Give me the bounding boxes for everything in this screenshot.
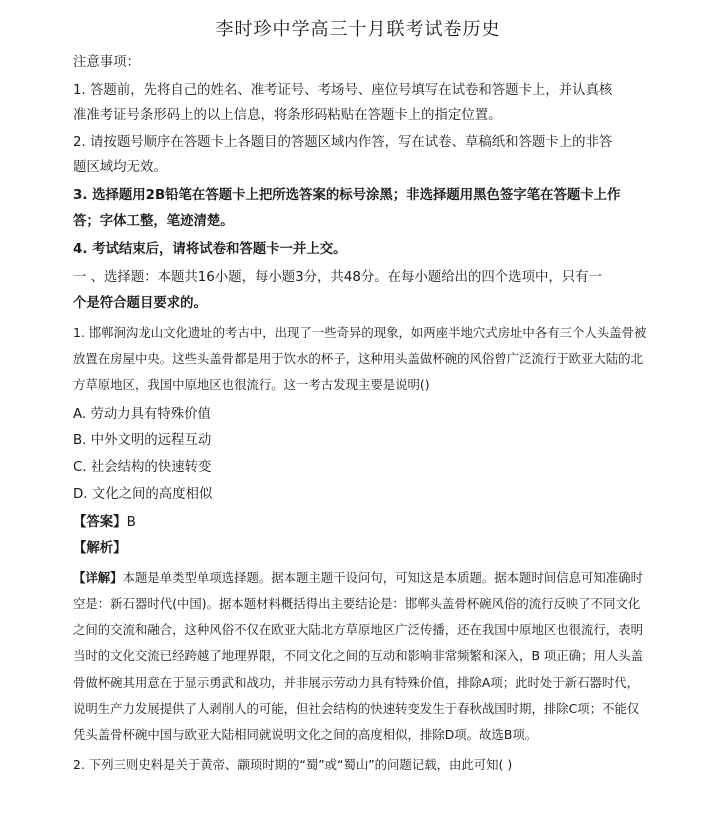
question-1-line-2: 放置在房屋中央。这些头盖骨都是用于饮水的杯子，这种用头盖做杯碗的风俗曾广泛流行于欧亚大陆的北 [73,351,643,366]
detail-line-7: 凭头盖骨杯碗中国与欧亚大陆相同就说明文化之间的高度相似，排除D项。故选B项。 [73,727,538,742]
question-1-line-3: 方草原地区，我国中原地区也很流行。这一考古发现主要是说明() [73,377,430,392]
detail-line-3: 之间的交流和融合，这种风俗不仅在欧亚大陆北方草原地区广泛传播，还在我国中原地区也很流行，表明 [73,622,643,637]
answer-row [73,513,136,533]
answer-label: 【答案】 [73,515,127,530]
detail-text-1: 本题是单类型单项选择题。据本题主题干设问句，可知这是本质题。据本题时间信息可知准确时 [122,570,643,585]
notice-2-line-2: 题区域均无效。 [73,160,167,175]
detail-label: 【详解】 [73,570,123,585]
option-d: D. 文化之间的高度相似 [73,487,213,502]
analysis-label: 【解析】 [73,541,127,556]
notice-heading: 注意事项： [73,55,140,70]
detail-line-1 [73,568,643,588]
section-heading-line-1: 一 、选择题：本题共16小题，每小题3分，共48分。在每小题给出的四个选项中，只有一 [73,270,602,285]
notice-4: 4. 考试结束后，请将试卷和答题卡一并上交。 [73,242,347,257]
detail-line-5: 骨做杯碗其用意在于显示勇武和战功，并非展示劳动力具有特殊价值，排除A项；此时处于新石器时代， [73,675,640,690]
section-heading-line-2: 个是符合题目要求的。 [73,296,207,311]
notice-3-line-2: 答；字体工整，笔迹清楚。 [73,214,234,229]
notice-1-line-1: 1. 答题前，先将自己的姓名、准考证号、考场号、座位号填写在试卷和答题卡上，并认真核 [73,83,613,98]
detail-line-2: 空是：新石器时代(中国)。据本题材料概括得出主要结论是：邯郸头盖骨杯碗风俗的流行反映了不同文化 [73,596,641,611]
notice-1-line-2: 准准考证号条形码上的以上信息，将条形码粘贴在答题卡上的指定位置。 [73,108,502,123]
option-a: A. 劳动力具有特殊价值 [73,407,211,422]
notice-3-line-1: 3. 选择题用2B铅笔在答题卡上把所选答案的标号涂黑；非选择题用黑色签字笔在答题卡上作 [73,188,621,203]
option-b: B. 中外文明的远程互动 [73,433,212,448]
detail-line-4: 当时的文化交流已经跨越了地理界限，不同文化之间的互动和影响非常频繁和深入，B 项正确；用人头盖 [73,648,644,663]
notice-2-line-1: 2. 请按题号顺序在答题卡上各题目的答题区域内作答，写在试卷、草稿纸和答题卡上的非答 [73,135,613,150]
question-1-line-1: 1. 邯郸涧沟龙山文化遗址的考古中，出现了一些奇异的现象，如两座半地穴式房址中各有三个人头盖骨被 [73,325,647,340]
answer-value: B [126,515,136,530]
question-2-line-1: 2. 下列三则史料是关于黄帝、颛顼时期的“蜀”或“蜀山”的问题记载，由此可知( ) [73,757,513,772]
option-c: C. 社会结构的快速转变 [73,460,212,475]
page-title: 李时珍中学高三十月联考试卷历史 [215,19,501,40]
detail-line-6: 说明生产力发展提供了人剥削人的可能，但社会结构的快速转变发生于春秋战国时期，排除C项；不能仅 [73,701,640,716]
